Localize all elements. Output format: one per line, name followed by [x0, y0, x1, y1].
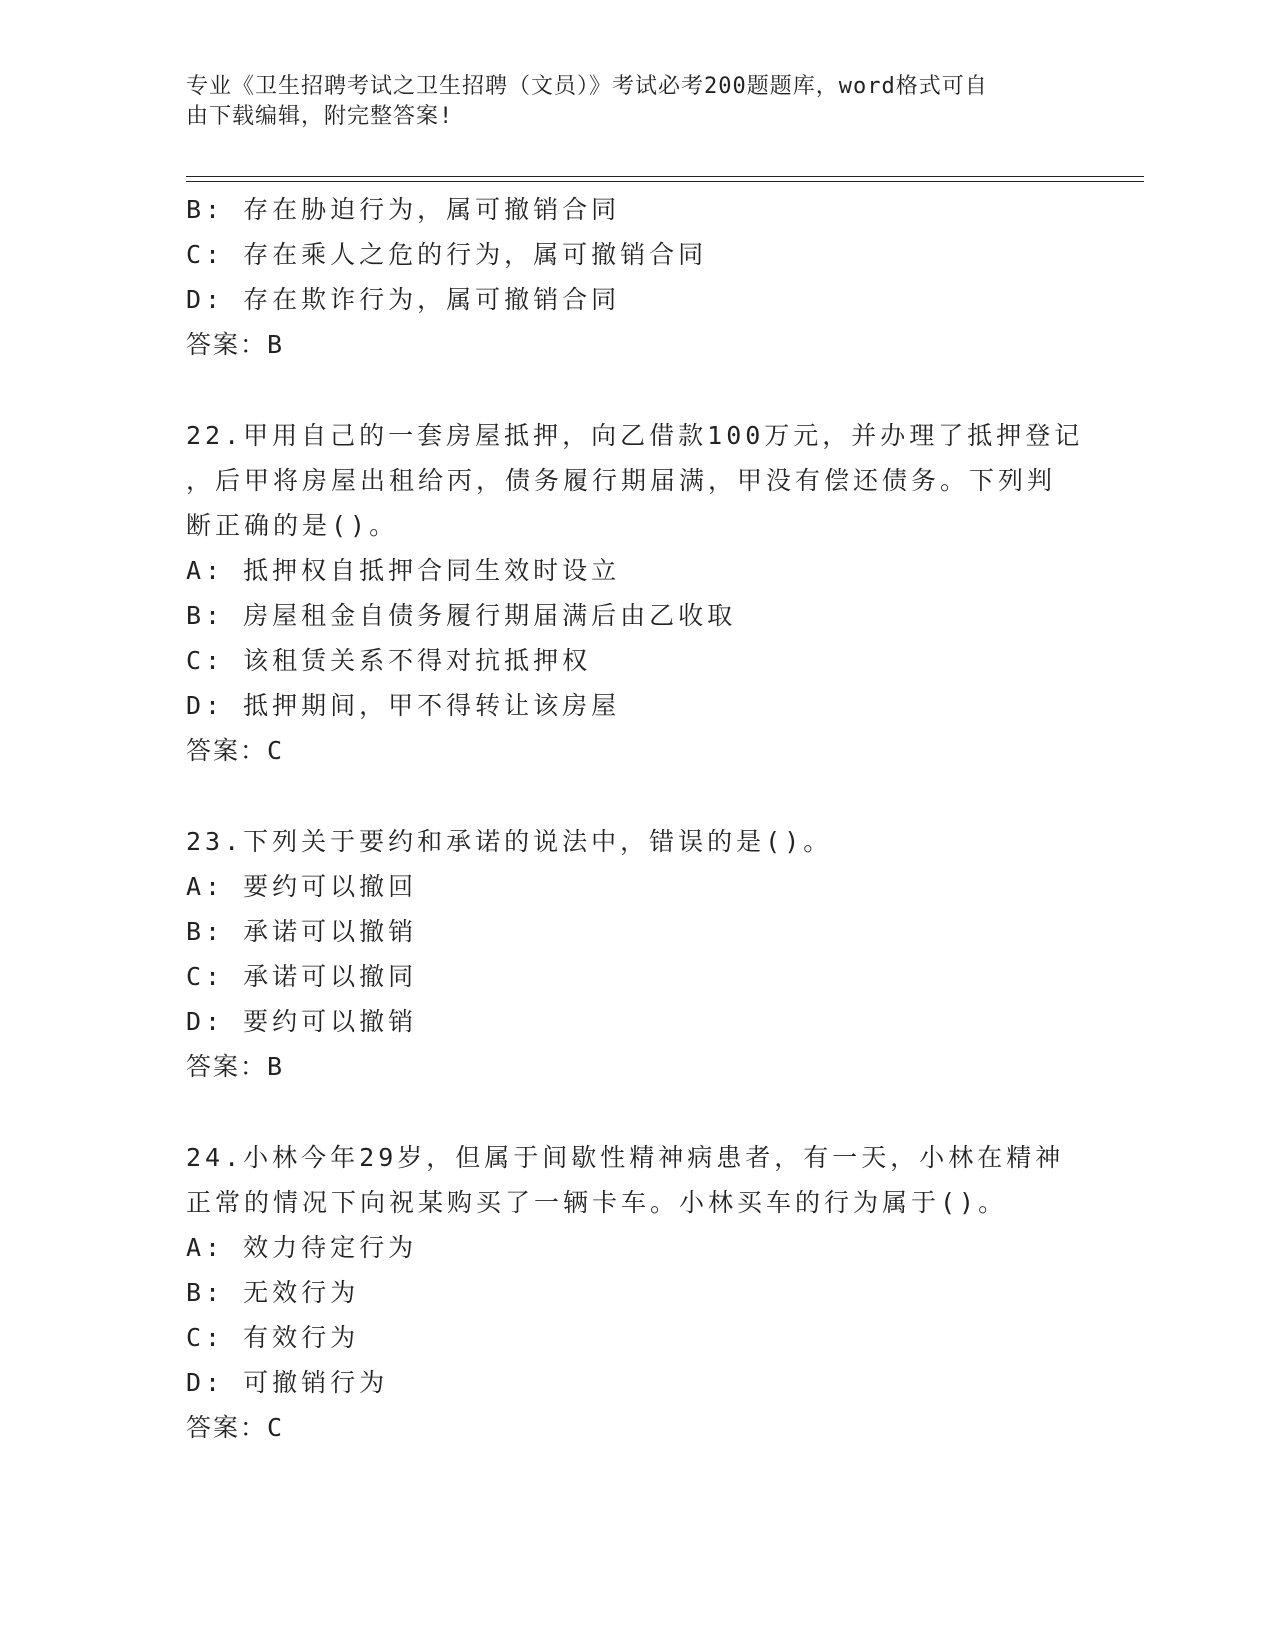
option-a: A: 要约可以撤回 — [186, 872, 418, 901]
option-c: C: 有效行为 — [186, 1323, 360, 1352]
option-c: C: 该租赁关系不得对抗抵押权 — [186, 646, 592, 675]
option-d: D: 要约可以撤销 — [186, 1007, 418, 1036]
option-a: A: 效力待定行为 — [186, 1233, 418, 1262]
option-d: D: 抵押期间，甲不得转让该房屋 — [186, 691, 621, 720]
question-list — [186, 187, 1086, 1451]
question-stem: 22.甲用自己的一套房屋抵押，向乙借款100万元，并办理了抵押登记 — [186, 421, 1084, 450]
answer-line: 答案：B — [186, 1052, 285, 1081]
header-divider-top — [186, 176, 1144, 177]
question-block-22 — [186, 413, 1086, 774]
document-header — [186, 72, 1066, 132]
header-line-2: 由下载编辑，附完整答案! — [186, 104, 454, 129]
question-block-24 — [186, 1135, 1086, 1451]
question-block-23 — [186, 819, 1086, 1090]
question-stem: 23.下列关于要约和承诺的说法中，错误的是()。 — [186, 827, 833, 856]
question-block-continued — [186, 187, 1086, 368]
answer-line: 答案：B — [186, 330, 285, 359]
answer-line: 答案：C — [186, 736, 285, 765]
option-d: D: 存在欺诈行为，属可撤销合同 — [186, 285, 621, 314]
question-stem: ，后甲将房屋出租给丙，债务履行期届满，甲没有偿还债务。下列判 — [186, 466, 1057, 495]
header-divider-bottom — [186, 181, 1144, 182]
option-c: C: 存在乘人之危的行为，属可撤销合同 — [186, 240, 708, 269]
spacer — [186, 774, 1086, 819]
option-b: B: 无效行为 — [186, 1278, 360, 1307]
answer-line: 答案：C — [186, 1413, 285, 1442]
option-b: B: 房屋租金自债务履行期届满后由乙收取 — [186, 601, 737, 630]
option-b: B: 存在胁迫行为，属可撤销合同 — [186, 195, 621, 224]
spacer — [186, 1090, 1086, 1135]
option-d: D: 可撤销行为 — [186, 1368, 389, 1397]
option-c: C: 承诺可以撤同 — [186, 962, 418, 991]
option-b: B: 承诺可以撤销 — [186, 917, 418, 946]
question-stem: 断正确的是()。 — [186, 511, 399, 540]
option-a: A: 抵押权自抵押合同生效时设立 — [186, 556, 621, 585]
spacer — [186, 368, 1086, 413]
question-stem: 24.小林今年29岁，但属于间歇性精神病患者，有一天，小林在精神 — [186, 1143, 1065, 1172]
question-stem: 正常的情况下向祝某购买了一辆卡车。小林买车的行为属于()。 — [186, 1188, 1008, 1217]
header-line-1: 专业《卫生招聘考试之卫生招聘（文员）》考试必考200题题库，word格式可自 — [186, 74, 988, 99]
